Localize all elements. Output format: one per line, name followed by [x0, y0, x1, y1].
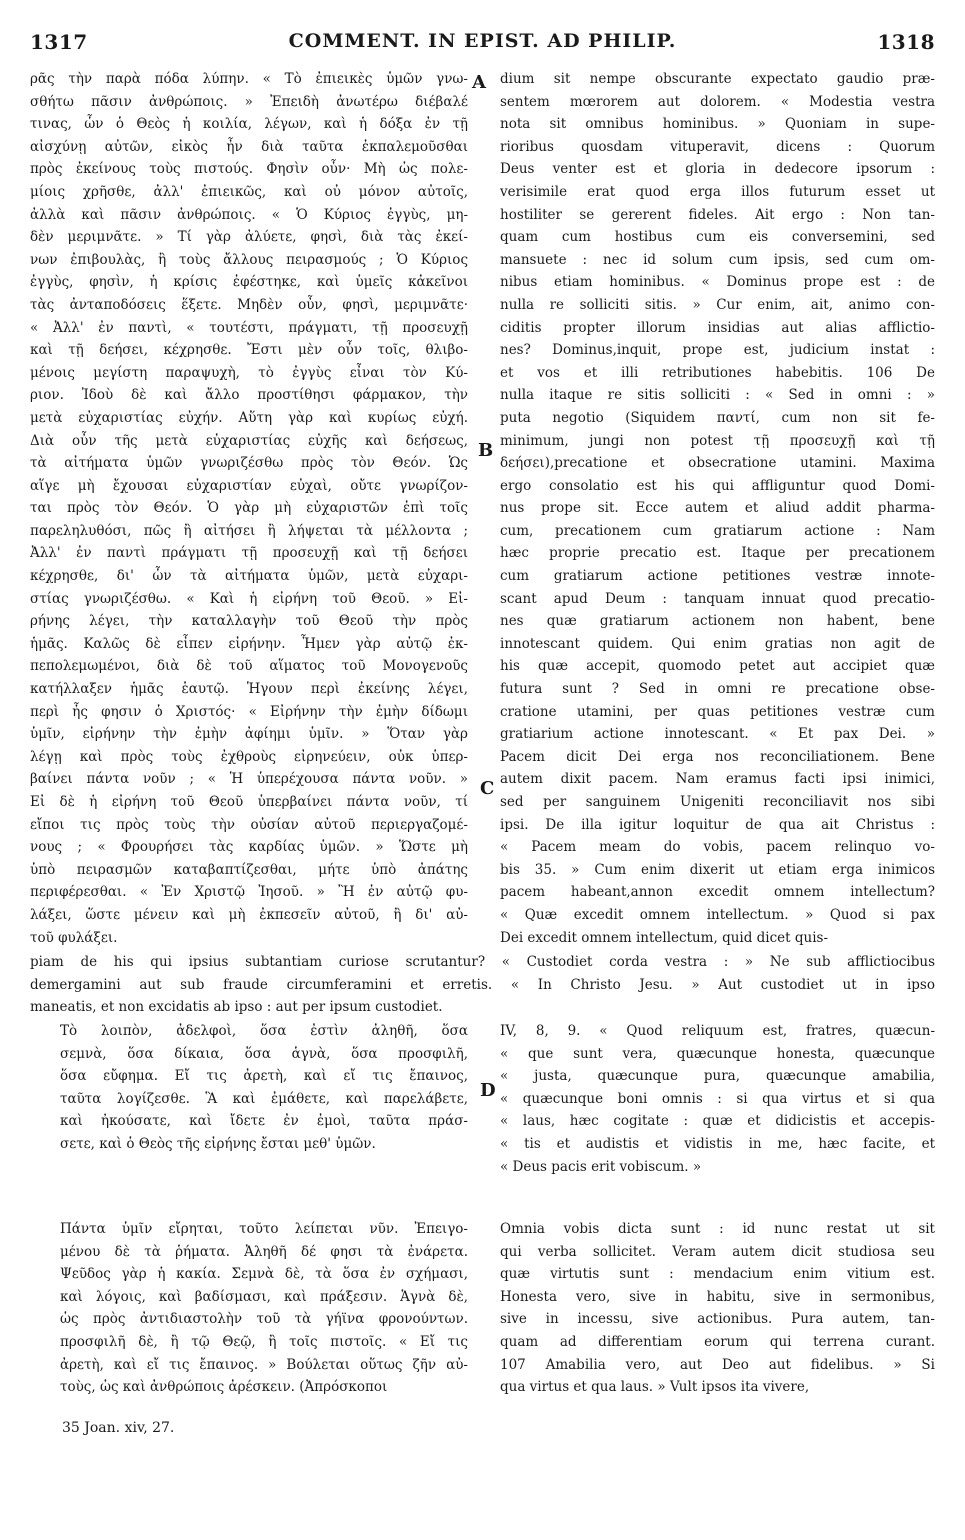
latin-text-line: et vos et illi retributiones habebitis. 106 De	[500, 364, 935, 381]
latin-text-line: 107 Amabilia vero, aut Deo aut fidelibus. » Si	[500, 1356, 935, 1373]
latin-text-line: ipsi. De illa igitur loquitur de qua ait Christus :	[500, 816, 935, 833]
latin-text-line: quam ad differentiam eorum qui terrena curant.	[500, 1333, 935, 1350]
latin-text-line: futura sunt ? Sed in omni re precatione obse-	[500, 681, 935, 698]
latin-verse-column	[500, 1020, 935, 1178]
footnote: 35 Joan. xiv, 27.	[62, 1420, 175, 1436]
greek-text-line: περὶ ἧς φησιν ὁ Χριστός· « Εἰρήνην τὴν ἐμὴν δίδωμι	[30, 703, 468, 720]
greek-text-line: εἴποι τις πρὸς τοὺς τὴν οὐσίαν αὐτοῦ περιεργαζομέ-	[30, 816, 468, 833]
greek-column-top	[30, 68, 468, 949]
latin-text-line: Dei excedit omnem intellectum, quid dicet quis-	[500, 929, 829, 946]
page-header	[30, 30, 935, 56]
latin-text-line: nibus etiam hominibus. « Dominus prope est : de	[500, 274, 935, 291]
latin-text-line: cratione utamini, per quas petitiones vestræ cum	[500, 703, 935, 720]
latin-text-line: Honesta vero, sive in habitu, sive in sermonibus,	[500, 1288, 935, 1305]
greek-text-line: Διὰ οὖν τῆς μετὰ εὐχαριστίας εὐχῆς καὶ δεήσεως,	[30, 432, 468, 449]
latin-text-line: nes quæ gratiarum actionem non habent, bene	[500, 613, 935, 630]
latin-text-line: mansuete : nec id solum cum ipsis, sed cum om-	[500, 251, 935, 268]
latin-text-line: pacem habeant,annon excedit omnem intellectum?	[500, 884, 935, 901]
latin-text-line: δεήσει),precatione et obsecratione utamini. Maxima	[500, 455, 935, 472]
latin-text-line: sed per sanguinem Unigeniti reconciliavit nos sibi	[500, 794, 935, 810]
greek-text-line: ρᾶς τὴν παρὰ πόδα λύπην. « Τὸ ἐπιεικὲς ὑμῶν γνω-	[30, 71, 468, 87]
greek-text-line: καὶ τῇ δεήσει, κέχρησθε. Ἔστι μὲν οὖν τοῖς, θλιβο-	[30, 342, 468, 359]
latin-text-line: scant apud Deum : tanquam innuat quod precatio-	[500, 590, 935, 607]
greek-text-line: αἵγε μὴ ἔχουσαι εὐχαριστίαν εὐχαὶ, οὔτε γνωρίζον-	[30, 477, 468, 494]
latin-verse-line: « justa, quæcunque pura, quæcunque amabilia,	[500, 1068, 935, 1085]
latin-text-line: innotescant quidem. Qui enim gratias non agit de	[500, 635, 935, 652]
greek-text-line: « Ἀλλ' ἐν παντὶ, « τουτέστι, πράγματι, τῇ προσευχῇ	[30, 319, 468, 336]
greek-text-line: δὲν μεριμνᾶτε. » Τί γὰρ ἀλύετε, φησὶ, διὰ τὰς ἐκεί-	[30, 229, 468, 246]
latin-text-line: sentem mœrorem aut dolorem. « Modestia vestra	[500, 93, 935, 110]
full-width-paragraph	[30, 951, 935, 1019]
latin-text-line: Pacem dicit Dei erga nos reconciliationem. Bene	[500, 748, 935, 765]
greek-text-line: κέχρησθε, δι' ὧν τὰ αἰτήματα ὑμῶν, μετὰ εὐχαρι-	[30, 568, 468, 585]
greek-text-line: βαίνει πάντα νοῦν ; « Ἡ ὑπερέχουσα πάντα νοῦν. »	[30, 771, 468, 788]
greek-text-line: μένου δὲ τὰ ῥήματα. Ἀληθῆ δέ φησι τὰ ἐνάρετα.	[60, 1243, 468, 1260]
full-width-text-line: piam de his qui ipsius subtantiam curiose scrutantur? « Custodiet corda vestra : » Ne sub afflictiocibus	[30, 954, 935, 970]
latin-text-line: minimum, jungi non potest τῇ προσευχῇ καὶ τῇ	[500, 432, 935, 449]
latin-text-line: nota sit omnibus hominibus. » Quoniam in supe-	[500, 116, 935, 133]
latin-text-line: nus prope sit. Ecce autem et aliud addit pharma-	[500, 500, 935, 517]
latin-text-line: puta negotio (Siquidem παντί, cum non sit fe-	[500, 409, 935, 426]
greek-text-line: ἀρετὴ, καὶ εἴ τις ἔπαινος. » Βούλεται οὕτως ζῆν αὐ-	[60, 1356, 468, 1373]
greek-text-line: ἀλλὰ καὶ πᾶσιν ἀνθρώποις. « Ὁ Κύριος ἐγγὺς, μη-	[30, 206, 468, 223]
greek-text-line: ρήνης λέγει, τὴν καταλλαγὴν τοῦ Θεοῦ τὴν πρὸς	[30, 613, 468, 630]
greek-text-line: τινας, ὧν ὁ Θεὸς ἡ κοιλία, λέγων, καὶ ἡ δόξα ἐν τῇ	[30, 116, 468, 133]
margin-marker-b: B	[478, 440, 494, 461]
latin-text-line: sive in incessu, sive actionibus. Pura autem, tan-	[500, 1311, 935, 1328]
greek-text-line: σθήτω πᾶσιν ἀνθρώποις. » Ἐπειδὴ ἀνωτέρω διέβαλέ	[30, 93, 468, 110]
greek-text-line: μένοις μεγίστη παραψυχὴ, τὸ ἐγγὺς εἶναι τὸν Κύ-	[30, 364, 468, 381]
latin-text-line: hæc proprie precatio est. Itaque per precationem	[500, 545, 935, 562]
greek-text-line: πρὸς ἐκείνους τοὺς πιστούς. Φησὶν οὖν· Μὴ ὡς πολε-	[30, 161, 468, 178]
latin-text-line: Deus venter est et gloria in dedecore ipsorum :	[500, 161, 935, 178]
latin-text-line: rioribus quosdam vituperavit, dicens : Quorum	[500, 138, 935, 155]
latin-text-line: Omnia vobis dicta sunt : id nunc restat ut sit	[500, 1221, 935, 1237]
latin-verse-line: « Deus pacis erit vobiscum. »	[500, 1158, 702, 1175]
greek-text-line: ριον. Ἰδοὺ δὲ καὶ ἄλλο προστίθησι φάρμακον, τὴν	[30, 387, 468, 404]
greek-text-line: Πάντα ὑμῖν εἴρηται, τοῦτο λείπεται νῦν. Ἐπειγο-	[60, 1221, 468, 1237]
latin-text-line: bis 35. » Cum enim dixerit ut etiam erga inimicos	[500, 861, 935, 878]
greek-text-line: ὑμῖν, εἰρήνην τὴν ἐμὴν ἀφίημι ὑμῖν. » Ὅταν γὰρ	[30, 726, 468, 743]
latin-column-top	[500, 68, 935, 949]
greek-text-line: νους ; « Φρουρήσει τὰς καρδίας ὑμῶν. » Ὥστε μὴ	[30, 839, 468, 856]
full-width-text-line: maneatis, et non excidatis ab ipso : aut per ipsum custodiet.	[30, 999, 443, 1016]
greek-verse-line: ταῦτα λογίζεσθε. Ἃ καὶ ἐμάθετε, καὶ παρελάβετε,	[60, 1090, 468, 1107]
latin-text-line: dium sit nempe obscurante expectato gaudio præ-	[500, 71, 935, 87]
greek-text-line: ἐγγὺς, φησὶν, ἡ κρίσις ἐφέστηκε, καὶ ὑμεῖς κἀκεῖνοι	[30, 274, 468, 291]
greek-text-line: κατήλλαξεν ἡμᾶς ἑαυτῷ. Ἡγουν περὶ ἐκείνης λέγει,	[30, 681, 468, 698]
latin-text-line: ergo consolatio est his qui affliguntur quod Domi-	[500, 477, 935, 494]
latin-text-line: nes? Dominus,inquit, prope est, judicium instat :	[500, 342, 935, 359]
latin-text-line: hostiliter se gererent fideles. Ait ergo : Non tan-	[500, 206, 935, 223]
greek-text-line: ὑπὸ πειρασμῶν καταβαπτίζεσθαι, μήτε ὑπὸ ἀπάτης	[30, 861, 468, 878]
greek-text-line: τοῦ φυλάξει.	[30, 929, 118, 946]
greek-text-line: Εἰ δὲ ἡ εἰρήνη τοῦ Θεοῦ ὑπερβαίνει πάντα νοῦν, τί	[30, 794, 468, 810]
greek-verse-line: σεμνὰ, ὅσα δίκαια, ὅσα ἁγνὰ, ὅσα προσφιλῆ,	[60, 1045, 468, 1062]
latin-text-line: quam cum hostibus cum eis conversemini, sed	[500, 229, 935, 246]
right-page-number: 1318	[877, 30, 935, 54]
greek-text-line: αἰσχύνῃ αὐτῶν, εἰκὸς ἦν διὰ ταῦτα ἐκπαλεμοῦσθαι	[30, 138, 468, 155]
greek-text-line: προσφιλῆ δὲ, ἢ τῷ Θεῷ, ἢ τοῖς πιστοῖς. « Εἴ τις	[60, 1333, 468, 1350]
greek-text-line: Ἀλλ' ἐν παντὶ πράγματι τῇ προσευχῇ καὶ τῇ δεήσει	[30, 545, 468, 562]
margin-marker-a: A	[472, 72, 486, 93]
greek-text-line: τὰ αἰτήματα ὑμῶν γνωριζέσθω πρὸς τὸν Θεόν. Ὡς	[30, 455, 468, 472]
latin-text-line: cum gratiarum actione petitiones vestræ innote-	[500, 568, 935, 585]
latin-verse-line: « que sunt vera, quæcunque honesta, quæcunque	[500, 1045, 935, 1062]
greek-text-line: καὶ λόγοις, καὶ βαδίσμασι, καὶ πράξεσιν. Ἁγνὰ δὲ,	[60, 1288, 468, 1305]
greek-text-line: στίας γνωριζέσθω. « Καὶ ἡ εἰρήνη τοῦ Θεοῦ. » Εἰ-	[30, 590, 468, 607]
running-title: COMMENT. IN EPIST. AD PHILIP.	[288, 30, 677, 52]
latin-text-line: gratiarium actione innotescant. « Et pax Dei. »	[500, 726, 935, 743]
latin-text-line: ciditis propter illorum insidias aut alias afflictio-	[500, 319, 935, 336]
greek-verse-line: Τὸ λοιπὸν, ἀδελφοὶ, ὅσα ἐστὶν ἀληθῆ, ὅσα	[60, 1023, 468, 1039]
greek-text-line: μίοις χρῆσθε, ἀλλ' ἐπιεικῶς, καὶ οὐ μόνον αὐτοῖς,	[30, 183, 468, 200]
latin-text-line: his quæ accepit, quomodo petet aut accipiet quæ	[500, 658, 935, 675]
latin-verse-line: « tis et audistis et vidistis in me, hæc facite, et	[500, 1135, 935, 1152]
greek-text-line: μετὰ εὐχαριστίας εὐχήν. Αὕτη γὰρ καὶ κυρίως εὐχή.	[30, 409, 468, 426]
greek-text-line: ὡς πρὸς ἀντιδιαστολὴν τοῦ τὰ γήϊνα φρονούντων.	[60, 1311, 468, 1328]
latin-verse-line: « quæcunque boni omnis : si qua virtus et si qua	[500, 1090, 935, 1107]
latin-text-line: nulla itaque re sitis solliciti : « Sed in omni : »	[500, 387, 935, 404]
greek-text-line: λάξει, ὥστε μένειν καὶ μὴ ἐκπεσεῖν αὐτοῦ, ἢ δι' αὐ-	[30, 906, 468, 923]
latin-text-line: cum, precationem cum gratiarum actione : Nam	[500, 522, 935, 539]
latin-column-bottom	[500, 1218, 935, 1399]
greek-verse-line: ὅσα εὔφημα. Εἴ τις ἀρετὴ, καὶ εἴ τις ἔπαινος,	[60, 1068, 468, 1085]
greek-text-line: πεπολεμωμένοι, διὰ δὲ τοῦ αἵματος τοῦ Μονογενοῦς	[30, 658, 468, 675]
latin-text-line: nulla re solliciti sitis. » Cur enim, ait, animo con-	[500, 296, 935, 313]
greek-text-line: ται πρὸς τὸν Θεόν. Ὁ γὰρ μὴ εὐχαριστῶν ἐπὶ τοῖς	[30, 500, 468, 517]
latin-text-line: « Quæ excedit omnem intellectum. » Quod si pax	[500, 906, 935, 923]
latin-verse-line: « laus, hæc cogitate : quæ et didicistis et accepis-	[500, 1113, 935, 1130]
latin-text-line: « Pacem meam do vobis, pacem relinquo vo-	[500, 839, 935, 856]
greek-text-line: Ψεῦδος γὰρ ἡ κακία. Σεμνὰ δὲ, τὰ ὅσα ἐν σχήμασι,	[60, 1266, 468, 1283]
latin-text-line: qua virtus et qua laus. » Vult ipsos ita vivere,	[500, 1379, 810, 1396]
latin-text-line: autem dixit pacem. Nam eramus facti ipsi inimici,	[500, 771, 935, 788]
latin-text-line: verisimile erat quod erga illos futurum esset ut	[500, 183, 935, 200]
greek-verse-column	[60, 1020, 468, 1156]
greek-text-line: περιφέρεσθαι. « Ἐν Χριστῷ Ἰησοῦ. » Ἢ ἐν αὐτῷ φυ-	[30, 884, 468, 901]
greek-verse-line: καὶ ἠκούσατε, καὶ ἴδετε ἐν ἐμοὶ, ταῦτα πράσ-	[60, 1113, 468, 1130]
greek-text-line: τὰς ἀνταποδόσεις ἕξετε. Μηδὲν οὖν, φησὶ, μεριμνᾶτε·	[30, 296, 468, 313]
greek-text-line: τοὺς, ὡς καὶ ἀνθρώποις ἀρέσκειν. (Ἀπρόσκοποι	[60, 1379, 388, 1396]
full-width-text-line: demergamini aut sub fraude circumferamini et erretis. « In Christo Jesu. » Aut custodiet ut in ipso	[30, 976, 935, 993]
latin-verse-line: IV, 8, 9. « Quod reliquum est, fratres, quæcun-	[500, 1023, 935, 1039]
greek-text-line: ἡμᾶς. Καλῶς δὲ εἶπεν εἰρήνην. Ἦμεν γὰρ αὐτῷ ἐκ-	[30, 635, 468, 652]
greek-text-line: παρεληλυθόσι, πῶς ἢ αἰτήσει ἢ λήψεται τὰ μέλλοντα ;	[30, 522, 468, 539]
left-page-number: 1317	[30, 30, 88, 54]
margin-marker-c: C	[480, 778, 495, 799]
greek-text-line: νων ἐπιβουλὰς, ἢ τοὺς ἄλλους πειρασμούς ; Ὁ Κύριος	[30, 251, 468, 268]
margin-marker-d: D	[480, 1080, 496, 1101]
greek-column-bottom	[60, 1218, 468, 1399]
latin-text-line: quæ virtutis sunt : mendacium enim vitium est.	[500, 1266, 935, 1283]
greek-text-line: λέγῃ καὶ πρὸς τοὺς ἐχθροὺς εἰρηνεύειν, οὐκ ὑπερ-	[30, 748, 468, 765]
latin-text-line: qui verba sollicitet. Veram autem dicit studiosa seu	[500, 1243, 935, 1260]
greek-verse-line: σετε, καὶ ὁ Θεὸς τῆς εἰρήνης ἔσται μεθ' ὑμῶν.	[60, 1135, 376, 1152]
